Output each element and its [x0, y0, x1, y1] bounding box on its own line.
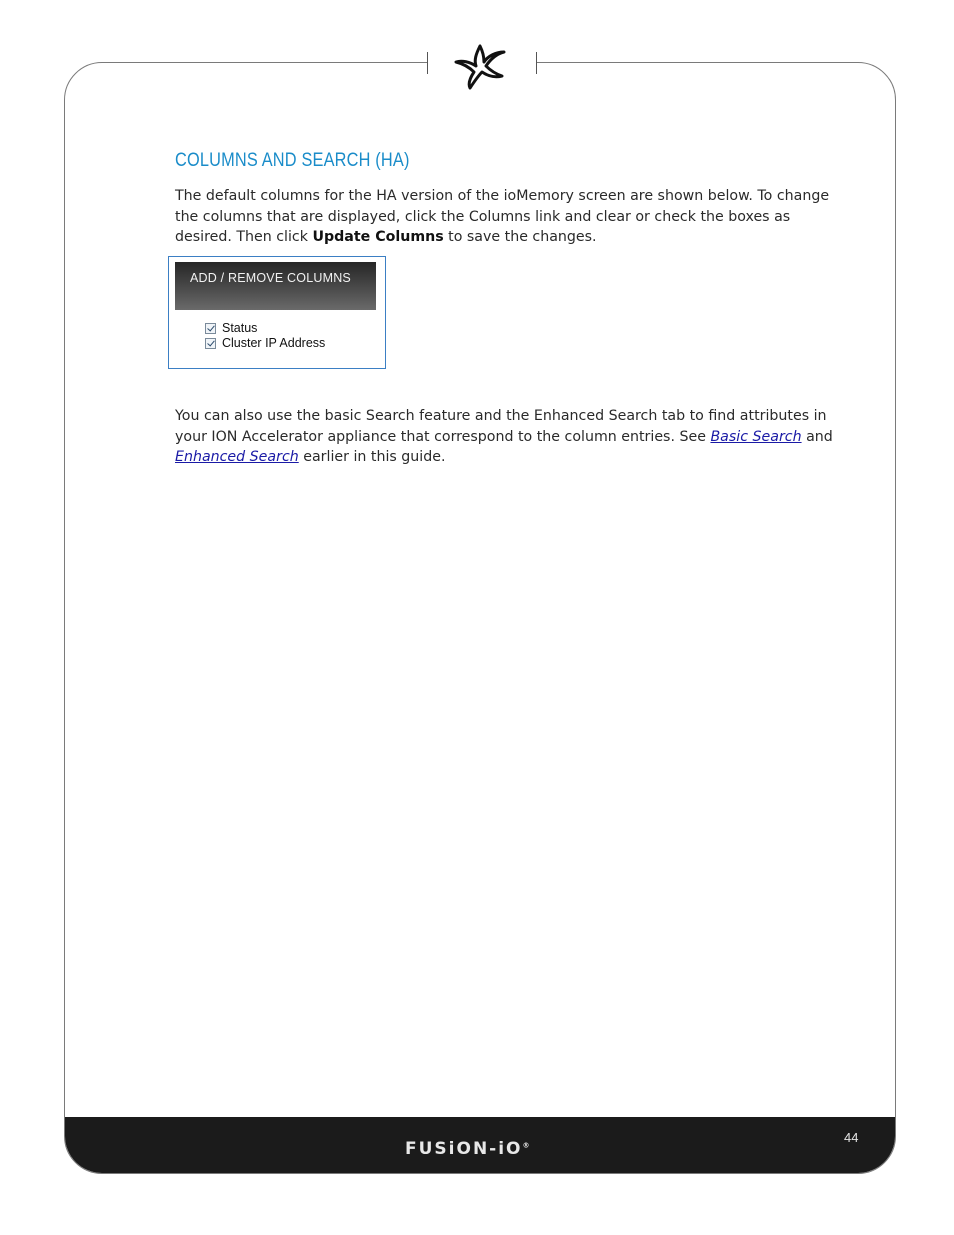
enhanced-search-link[interactable]: Enhanced Search [175, 449, 299, 466]
brand-text: FUSiON-iO [405, 1139, 523, 1159]
panel-header-title: ADD / REMOVE COLUMNS [190, 271, 351, 285]
panel-header [175, 262, 376, 310]
search-paragraph [175, 406, 835, 468]
search-text-and: and [801, 428, 833, 445]
status-checkbox[interactable] [205, 323, 216, 334]
fusion-io-star-logo-icon [452, 40, 508, 90]
column-option-cluster-ip[interactable] [205, 336, 325, 350]
intro-text: The default columns for the HA version of the ioMemory screen are shown below. To change the columns that are displayed, click the Columns link and clear or check the boxes as desired. Then click [175, 188, 830, 246]
update-columns-term: Update Columns [312, 229, 444, 246]
intro-text-end: to save the changes. [443, 229, 597, 246]
search-text-end: earlier in this guide. [298, 449, 446, 466]
header-divider-right [536, 52, 537, 74]
footer-brand-logo [405, 1139, 530, 1159]
registered-mark: ® [522, 1141, 530, 1150]
search-text: You can also use the basic Search feature and the Enhanced Search tab to find attributes in your ION Accelerator appliance that correspond to the column entries. See [175, 408, 827, 445]
section-title: COLUMNS AND SEARCH (HA) [175, 150, 410, 171]
header-divider-left [427, 52, 428, 74]
basic-search-link[interactable]: Basic Search [710, 428, 802, 445]
add-remove-columns-panel [168, 256, 386, 369]
intro-paragraph [175, 186, 835, 248]
column-option-label: Status [222, 321, 258, 335]
cluster-ip-checkbox[interactable] [205, 338, 216, 349]
column-option-label: Cluster IP Address [222, 336, 326, 350]
page-number: 44 [844, 1130, 859, 1145]
column-option-status[interactable] [205, 321, 257, 335]
